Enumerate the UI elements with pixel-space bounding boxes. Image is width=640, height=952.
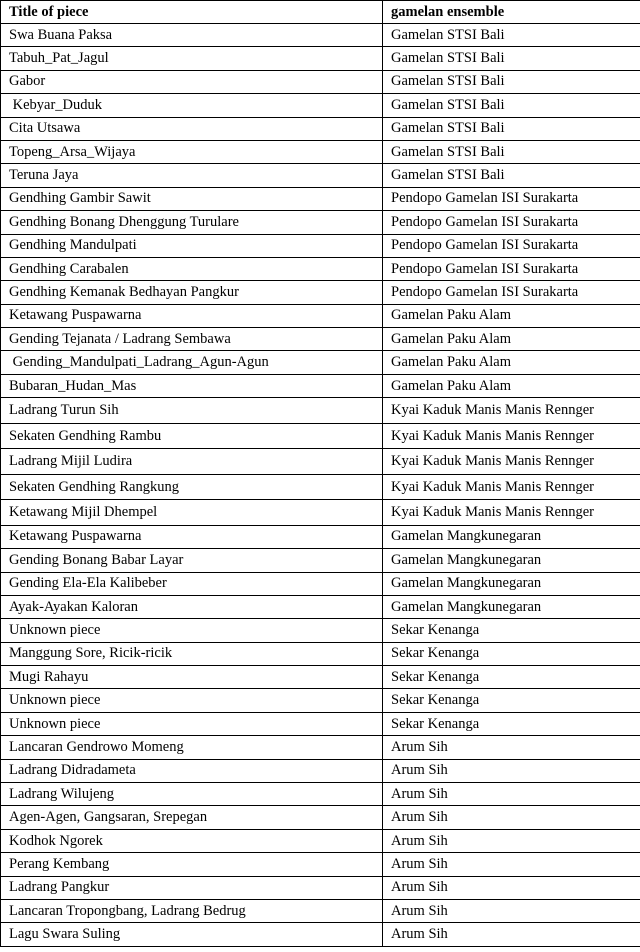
cell-title-of-piece: Topeng_Arsa_Wijaya bbox=[1, 140, 383, 163]
cell-gamelan-ensemble: Sekar Kenanga bbox=[383, 712, 640, 735]
table-row bbox=[1, 164, 640, 187]
cell-title-of-piece: Sekaten Gendhing Rambu bbox=[1, 423, 383, 449]
cell-title-of-piece: Agen-Agen, Gangsaran, Srepegan bbox=[1, 806, 383, 829]
table-row bbox=[1, 525, 640, 548]
cell-title-of-piece: Gending Tejanata / Ladrang Sembawa bbox=[1, 328, 383, 351]
table-row bbox=[1, 47, 640, 70]
cell-gamelan-ensemble: Arum Sih bbox=[383, 806, 640, 829]
cell-title-of-piece: Gending_Mandulpati_Ladrang_Agun-Agun bbox=[1, 351, 383, 374]
cell-gamelan-ensemble: Gamelan STSI Bali bbox=[383, 47, 640, 70]
table-row bbox=[1, 712, 640, 735]
cell-title-of-piece: Ayak-Ayakan Kaloran bbox=[1, 595, 383, 618]
cell-title-of-piece: Manggung Sore, Ricik-ricik bbox=[1, 642, 383, 665]
table-row bbox=[1, 117, 640, 140]
cell-gamelan-ensemble: Pendopo Gamelan ISI Surakarta bbox=[383, 211, 640, 234]
table-row bbox=[1, 783, 640, 806]
cell-title-of-piece: Perang Kembang bbox=[1, 853, 383, 876]
table-row bbox=[1, 900, 640, 923]
table-row bbox=[1, 257, 640, 280]
cell-title-of-piece: Ladrang Pangkur bbox=[1, 876, 383, 899]
cell-gamelan-ensemble: Sekar Kenanga bbox=[383, 619, 640, 642]
table-row bbox=[1, 595, 640, 618]
header-gamelan-ensemble: gamelan ensemble bbox=[383, 1, 640, 24]
cell-gamelan-ensemble: Gamelan STSI Bali bbox=[383, 117, 640, 140]
table-row bbox=[1, 328, 640, 351]
cell-title-of-piece: Ladrang Wilujeng bbox=[1, 783, 383, 806]
cell-title-of-piece: Kebyar_Duduk bbox=[1, 94, 383, 117]
cell-title-of-piece: Teruna Jaya bbox=[1, 164, 383, 187]
cell-title-of-piece: Gendhing Carabalen bbox=[1, 257, 383, 280]
table-row bbox=[1, 853, 640, 876]
table-row bbox=[1, 666, 640, 689]
table-row bbox=[1, 500, 640, 526]
cell-title-of-piece: Mugi Rahayu bbox=[1, 666, 383, 689]
cell-title-of-piece: Gending Ela-Ela Kalibeber bbox=[1, 572, 383, 595]
cell-gamelan-ensemble: Arum Sih bbox=[383, 923, 640, 946]
cell-gamelan-ensemble: Arum Sih bbox=[383, 900, 640, 923]
cell-gamelan-ensemble: Gamelan Paku Alam bbox=[383, 374, 640, 397]
cell-title-of-piece: Bubaran_Hudan_Mas bbox=[1, 374, 383, 397]
cell-title-of-piece: Sekaten Gendhing Rangkung bbox=[1, 474, 383, 500]
table-row bbox=[1, 876, 640, 899]
cell-gamelan-ensemble: Gamelan Paku Alam bbox=[383, 351, 640, 374]
cell-gamelan-ensemble: Arum Sih bbox=[383, 853, 640, 876]
table-row bbox=[1, 374, 640, 397]
cell-gamelan-ensemble: Gamelan STSI Bali bbox=[383, 70, 640, 93]
cell-gamelan-ensemble: Pendopo Gamelan ISI Surakarta bbox=[383, 281, 640, 304]
table-row bbox=[1, 24, 640, 47]
cell-title-of-piece: Ladrang Turun Sih bbox=[1, 398, 383, 424]
cell-title-of-piece: Unknown piece bbox=[1, 619, 383, 642]
table-row bbox=[1, 187, 640, 210]
cell-title-of-piece: Lancaran Gendrowo Momeng bbox=[1, 736, 383, 759]
table-row bbox=[1, 806, 640, 829]
cell-title-of-piece: Swa Buana Paksa bbox=[1, 24, 383, 47]
table-row bbox=[1, 736, 640, 759]
cell-gamelan-ensemble: Kyai Kaduk Manis Manis Rennger bbox=[383, 500, 640, 526]
table-row bbox=[1, 94, 640, 117]
table-row bbox=[1, 423, 640, 449]
cell-gamelan-ensemble: Gamelan Mangkunegaran bbox=[383, 595, 640, 618]
cell-title-of-piece: Gendhing Mandulpati bbox=[1, 234, 383, 257]
table-body bbox=[1, 24, 640, 947]
cell-gamelan-ensemble: Arum Sih bbox=[383, 783, 640, 806]
cell-gamelan-ensemble: Gamelan Mangkunegaran bbox=[383, 549, 640, 572]
table-row bbox=[1, 351, 640, 374]
cell-gamelan-ensemble: Gamelan STSI Bali bbox=[383, 94, 640, 117]
cell-gamelan-ensemble: Gamelan Paku Alam bbox=[383, 328, 640, 351]
table-row bbox=[1, 281, 640, 304]
cell-title-of-piece: Lancaran Tropongbang, Ladrang Bedrug bbox=[1, 900, 383, 923]
table-row bbox=[1, 474, 640, 500]
cell-title-of-piece: Unknown piece bbox=[1, 712, 383, 735]
table-row bbox=[1, 642, 640, 665]
cell-gamelan-ensemble: Kyai Kaduk Manis Manis Rennger bbox=[383, 449, 640, 475]
cell-gamelan-ensemble: Gamelan STSI Bali bbox=[383, 24, 640, 47]
cell-title-of-piece: Gabor bbox=[1, 70, 383, 93]
cell-gamelan-ensemble: Gamelan STSI Bali bbox=[383, 140, 640, 163]
cell-gamelan-ensemble: Kyai Kaduk Manis Manis Rennger bbox=[383, 423, 640, 449]
cell-gamelan-ensemble: Arum Sih bbox=[383, 736, 640, 759]
table-row bbox=[1, 398, 640, 424]
table-row bbox=[1, 549, 640, 572]
table-row bbox=[1, 234, 640, 257]
cell-gamelan-ensemble: Sekar Kenanga bbox=[383, 666, 640, 689]
header-title-of-piece: Title of piece bbox=[1, 1, 383, 24]
cell-title-of-piece: Ladrang Mijil Ludira bbox=[1, 449, 383, 475]
table-row bbox=[1, 572, 640, 595]
table-row bbox=[1, 140, 640, 163]
cell-gamelan-ensemble: Kyai Kaduk Manis Manis Rennger bbox=[383, 474, 640, 500]
cell-gamelan-ensemble: Gamelan Paku Alam bbox=[383, 304, 640, 327]
cell-gamelan-ensemble: Arum Sih bbox=[383, 759, 640, 782]
table-row bbox=[1, 759, 640, 782]
table-row bbox=[1, 211, 640, 234]
cell-gamelan-ensemble: Kyai Kaduk Manis Manis Rennger bbox=[383, 398, 640, 424]
cell-title-of-piece: Ketawang Puspawarna bbox=[1, 525, 383, 548]
cell-title-of-piece: Kodhok Ngorek bbox=[1, 829, 383, 852]
cell-gamelan-ensemble: Gamelan Mangkunegaran bbox=[383, 525, 640, 548]
cell-gamelan-ensemble: Arum Sih bbox=[383, 829, 640, 852]
table-row bbox=[1, 449, 640, 475]
cell-gamelan-ensemble: Gamelan Mangkunegaran bbox=[383, 572, 640, 595]
table-row bbox=[1, 689, 640, 712]
cell-title-of-piece: Cita Utsawa bbox=[1, 117, 383, 140]
cell-gamelan-ensemble: Pendopo Gamelan ISI Surakarta bbox=[383, 234, 640, 257]
cell-title-of-piece: Gendhing Kemanak Bedhayan Pangkur bbox=[1, 281, 383, 304]
table-row bbox=[1, 70, 640, 93]
cell-gamelan-ensemble: Arum Sih bbox=[383, 876, 640, 899]
cell-title-of-piece: Tabuh_Pat_Jagul bbox=[1, 47, 383, 70]
cell-title-of-piece: Unknown piece bbox=[1, 689, 383, 712]
cell-title-of-piece: Lagu Swara Suling bbox=[1, 923, 383, 946]
cell-title-of-piece: Ladrang Didradameta bbox=[1, 759, 383, 782]
cell-title-of-piece: Ketawang Puspawarna bbox=[1, 304, 383, 327]
cell-gamelan-ensemble: Gamelan STSI Bali bbox=[383, 164, 640, 187]
table-row bbox=[1, 829, 640, 852]
cell-title-of-piece: Gendhing Gambir Sawit bbox=[1, 187, 383, 210]
cell-gamelan-ensemble: Pendopo Gamelan ISI Surakarta bbox=[383, 187, 640, 210]
table-header-row bbox=[1, 1, 640, 24]
table-row bbox=[1, 619, 640, 642]
cell-title-of-piece: Gending Bonang Babar Layar bbox=[1, 549, 383, 572]
cell-gamelan-ensemble: Sekar Kenanga bbox=[383, 689, 640, 712]
cell-title-of-piece: Gendhing Bonang Dhenggung Turulare bbox=[1, 211, 383, 234]
cell-gamelan-ensemble: Sekar Kenanga bbox=[383, 642, 640, 665]
cell-gamelan-ensemble: Pendopo Gamelan ISI Surakarta bbox=[383, 257, 640, 280]
table-row bbox=[1, 304, 640, 327]
table-row bbox=[1, 923, 640, 946]
cell-title-of-piece: Ketawang Mijil Dhempel bbox=[1, 500, 383, 526]
